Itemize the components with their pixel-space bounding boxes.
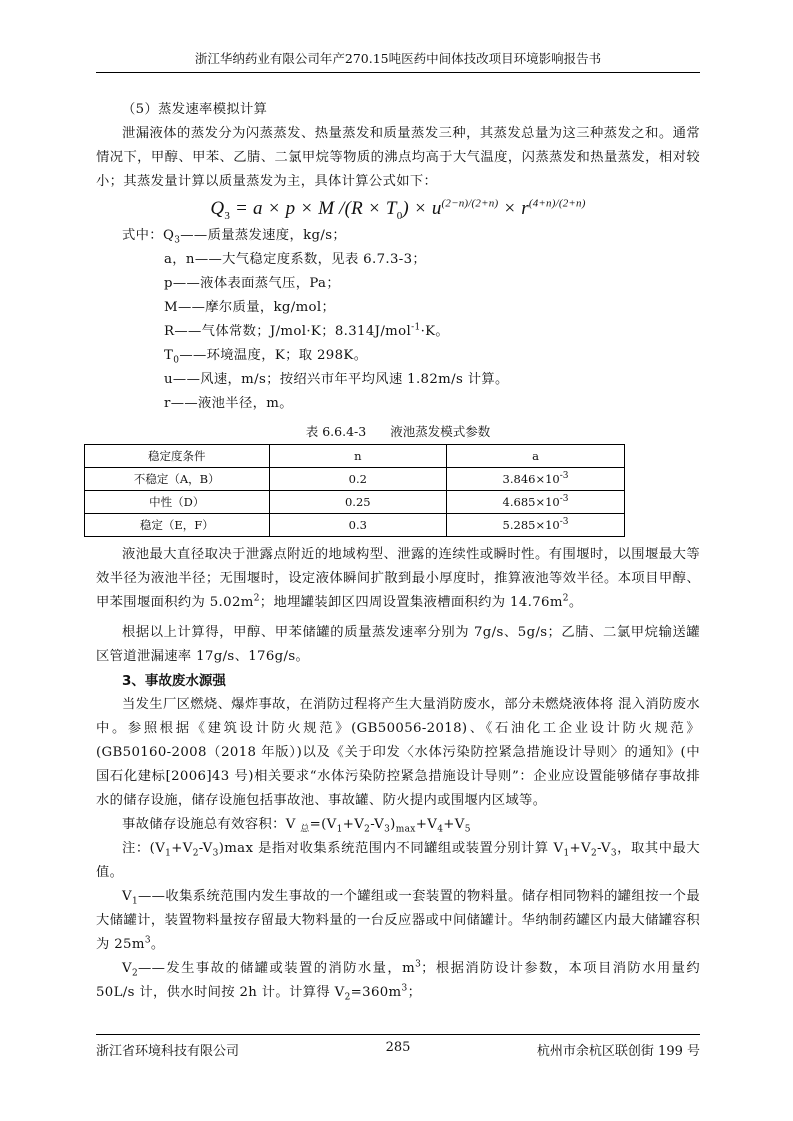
note-text: -V xyxy=(597,841,611,856)
v2-sub: 2 xyxy=(344,992,351,1003)
wastewater-paragraph: 当发生厂区燃烧、爆炸事故，在消防过程将产生大量消防废水，部分未燃烧液体将 混入消防废水中。参照根据《建筑设计防火规范》(GB50056-2018)、《石油化工企业设计防火规范》(GB50160-2008（2018 年版）)以及《关于印发〈水体污染防控紧急措施设计导则〉的通知》(中国石化建标[2006]43 号)相关要求“水体污染防控紧急措施设计导则”：企业应设置能够储存事故排水的储存设施，储存设施包括事故池、事故罐、防火提内或围堰内区域等。 xyxy=(96,697,700,808)
table-cell xyxy=(447,514,625,537)
var-desc: ——液池半径，m。 xyxy=(170,396,293,411)
formula-eq: = a × p × M /(R × T xyxy=(230,198,397,219)
variable-list xyxy=(96,224,700,416)
var-m xyxy=(96,296,700,320)
a-exponent: -3 xyxy=(559,494,569,505)
var-symbol: M xyxy=(164,300,178,315)
formula-tail: × r xyxy=(498,198,529,219)
table-header: n xyxy=(269,445,447,468)
table-header-row xyxy=(85,445,625,468)
note-sub: 3 xyxy=(212,848,219,859)
page-footer xyxy=(96,1040,700,1060)
formula-lhs-sub: 3 xyxy=(224,209,231,222)
main-content xyxy=(96,98,700,1005)
a-exponent: -3 xyxy=(559,517,569,528)
var-symbol: a，n xyxy=(164,252,195,267)
formula-sub: 2 xyxy=(364,824,371,835)
var-symbol: r xyxy=(164,396,171,411)
v2-text: ；根据消防设计参数，本项目消防水用量约 50L/s 计，供水时间按 2h 计。计算得 V xyxy=(96,961,700,1000)
var-r xyxy=(96,320,700,344)
var-desc: ——大气稳定度系数，见表 6.7.3-3； xyxy=(194,252,427,267)
note-text: 注：(V xyxy=(122,841,166,856)
note-sub: 3 xyxy=(610,848,617,859)
note-text: -V xyxy=(198,841,213,856)
footer-company: 浙江省环境科技有限公司 xyxy=(96,1044,240,1059)
var-symbol: T xyxy=(164,348,174,363)
var-symbol: p xyxy=(164,276,173,291)
note-text: +V xyxy=(171,841,193,856)
evaporation-formula xyxy=(96,194,700,224)
var-desc: ——风速，m/s；按绍兴市年平均风速 1.82m/s 计算。 xyxy=(172,372,509,387)
v2-sub: 2 xyxy=(131,968,139,979)
evaporation-result: 根据以上计算得，甲醇、甲苯储罐的质量蒸发速率分别为 7g/s、5g/s；乙腈、二氯甲烷输送罐区管道泄漏速率 17g/s、176g/s。 xyxy=(96,625,700,664)
formula-text: +V xyxy=(443,817,465,832)
evaporation-intro: 泄漏液体的蒸发分为闪蒸蒸发、热量蒸发和质量蒸发三种，其蒸发总量为这三种蒸发之和。通常情况下，甲醇、甲苯、乙腈、二氯甲烷等物质的沸点均高于大气温度，闪蒸蒸发和热量蒸发，相对较小；其蒸发量计算以质量蒸发为主，具体计算公式如下： xyxy=(96,126,700,189)
a-exponent: -3 xyxy=(559,471,569,482)
formula-sub: 4 xyxy=(437,824,444,835)
formula-sub: 5 xyxy=(464,824,471,835)
a-value: 5.285×10 xyxy=(502,518,560,532)
table-cell: 0.3 xyxy=(269,514,447,537)
table-header: 稳定度条件 xyxy=(85,445,270,468)
note-text: +V xyxy=(569,841,591,856)
v1-sup: 3 xyxy=(144,935,151,946)
table-cell: 稳定（E，F） xyxy=(85,514,270,537)
table-number: 表 6.6.4-3 xyxy=(305,424,367,439)
table-cell xyxy=(447,468,625,491)
pool-text: 。 xyxy=(568,595,583,610)
formula-sub: max xyxy=(395,824,416,835)
table-cell xyxy=(447,491,625,514)
v2-sup: 3 xyxy=(401,983,408,994)
v1-text: ——收集系统范围内发生事故的一个罐组或一套装置的物料量。储存相同物料的罐组按一个最大储罐计，装置物料量按存留最大物料量的一台反应器或中间储罐计。华纳制药罐区内最大储罐容积为 25m xyxy=(96,889,700,952)
var-q3 xyxy=(96,224,700,248)
var-t0 xyxy=(96,344,700,368)
page-number: 285 xyxy=(385,1040,411,1055)
v2-text: =360m xyxy=(350,985,402,1000)
v1-definition xyxy=(96,885,700,957)
a-value: 3.846×10 xyxy=(502,472,560,486)
formula-text: +V xyxy=(342,817,365,832)
footer-rule xyxy=(96,1034,700,1035)
formula-mid: ) × u xyxy=(402,198,442,219)
formula-u-exp: (2−n)/(2+n) xyxy=(441,197,499,210)
v2-sup: 3 xyxy=(415,959,422,970)
var-a-n xyxy=(96,248,700,272)
var-symbol: 式中：Q xyxy=(122,228,175,243)
pool-sup: 2 xyxy=(253,593,260,604)
v2-definition xyxy=(96,957,700,1005)
formula-text: +V xyxy=(415,817,438,832)
formula-text: ) xyxy=(390,817,396,832)
formula-t-sub: 0 xyxy=(396,209,403,222)
table-row xyxy=(85,514,625,537)
note-sub: 1 xyxy=(165,848,172,859)
table-row xyxy=(85,491,625,514)
total-volume-formula xyxy=(96,813,700,837)
var-desc: ——摩尔质量，kg/mol； xyxy=(177,300,336,315)
var-sup: -1 xyxy=(411,322,421,333)
pool-evaporation-table xyxy=(84,444,625,537)
v1-sub: 1 xyxy=(131,896,139,907)
table-row xyxy=(85,468,625,491)
formula-text: =(V xyxy=(309,817,337,832)
v2-text: ——发生事故的储罐或装置的消防水量，m xyxy=(138,961,416,976)
pool-text: ；地埋罐装卸区四周设置集液槽面积约为 14.76m xyxy=(259,595,563,610)
table-cell: 中性（D） xyxy=(85,491,270,514)
section-5-title: （5）蒸发速率模拟计算 xyxy=(122,102,268,117)
var-u xyxy=(96,368,700,392)
formula-text: 事故储存设施总有效容积：V xyxy=(122,817,301,832)
var-symbol: u xyxy=(164,372,173,387)
formula-sub: 3 xyxy=(384,824,391,835)
footer-address: 杭州市余杭区联创街 199 号 xyxy=(536,1044,700,1059)
var-p xyxy=(96,272,700,296)
v1-tail: 。 xyxy=(150,937,165,952)
formula-lhs: Q xyxy=(210,198,225,219)
table-cell: 不稳定（A，B） xyxy=(85,468,270,491)
formula-r-exp: (4+n)/(2+n) xyxy=(528,197,586,210)
table-title: 液池蒸发模式参数 xyxy=(390,424,491,439)
v2-symbol: V xyxy=(122,961,132,976)
formula-sub: 1 xyxy=(336,824,343,835)
header-rule xyxy=(96,72,700,73)
section-3-title: 3、事故废水源强 xyxy=(122,673,226,689)
var-desc: ——气体常数；J/mol·K；8.314J/mol xyxy=(174,324,412,339)
var-sub: 3 xyxy=(174,235,181,246)
formula-text: -V xyxy=(370,817,385,832)
note-sub: 1 xyxy=(563,848,570,859)
pool-text: 液池最大直径取决于泄露点附近的地域构型、泄露的连续性或瞬时性。有围堰时，以围堰最大等效半径为液池半径；无围堰时，设定液体瞬间扩散到最小厚度时，推算液池等效半径。本项目甲醇、甲苯围堰面积约为 5.02m xyxy=(96,547,700,610)
var-desc: ——质量蒸发速度，kg/s； xyxy=(180,228,347,243)
formula-sub: 总 xyxy=(300,824,310,835)
pool-sup: 2 xyxy=(562,593,569,604)
table-header: a xyxy=(447,445,625,468)
note-text: ，取其中最大值。 xyxy=(96,841,700,880)
v1-symbol: V xyxy=(122,889,132,904)
table-cell: 0.2 xyxy=(269,468,447,491)
a-value: 4.685×10 xyxy=(502,495,560,509)
v2-tail: ； xyxy=(407,985,422,1000)
note-sub: 2 xyxy=(192,848,199,859)
pool-diameter-paragraph xyxy=(96,543,700,615)
formula-note xyxy=(96,837,700,885)
table-caption xyxy=(96,422,700,442)
var-r-radius xyxy=(96,392,700,416)
var-sub: 0 xyxy=(173,355,180,366)
page-header: 浙江华纳药业有限公司年产270.15吨医药中间体技改项目环境影响报告书 xyxy=(194,51,602,66)
var-tail: ·K。 xyxy=(420,324,450,339)
table-cell: 0.25 xyxy=(269,491,447,514)
var-desc: ——液体表面蒸气压，Pa； xyxy=(172,276,340,291)
var-symbol: R xyxy=(164,324,175,339)
note-text: )max 是指对收集系统范围内不同罐组或装置分别计算 V xyxy=(218,841,564,856)
var-desc: ——环境温度，K；取 298K。 xyxy=(179,348,368,363)
note-sub: 2 xyxy=(590,848,598,859)
